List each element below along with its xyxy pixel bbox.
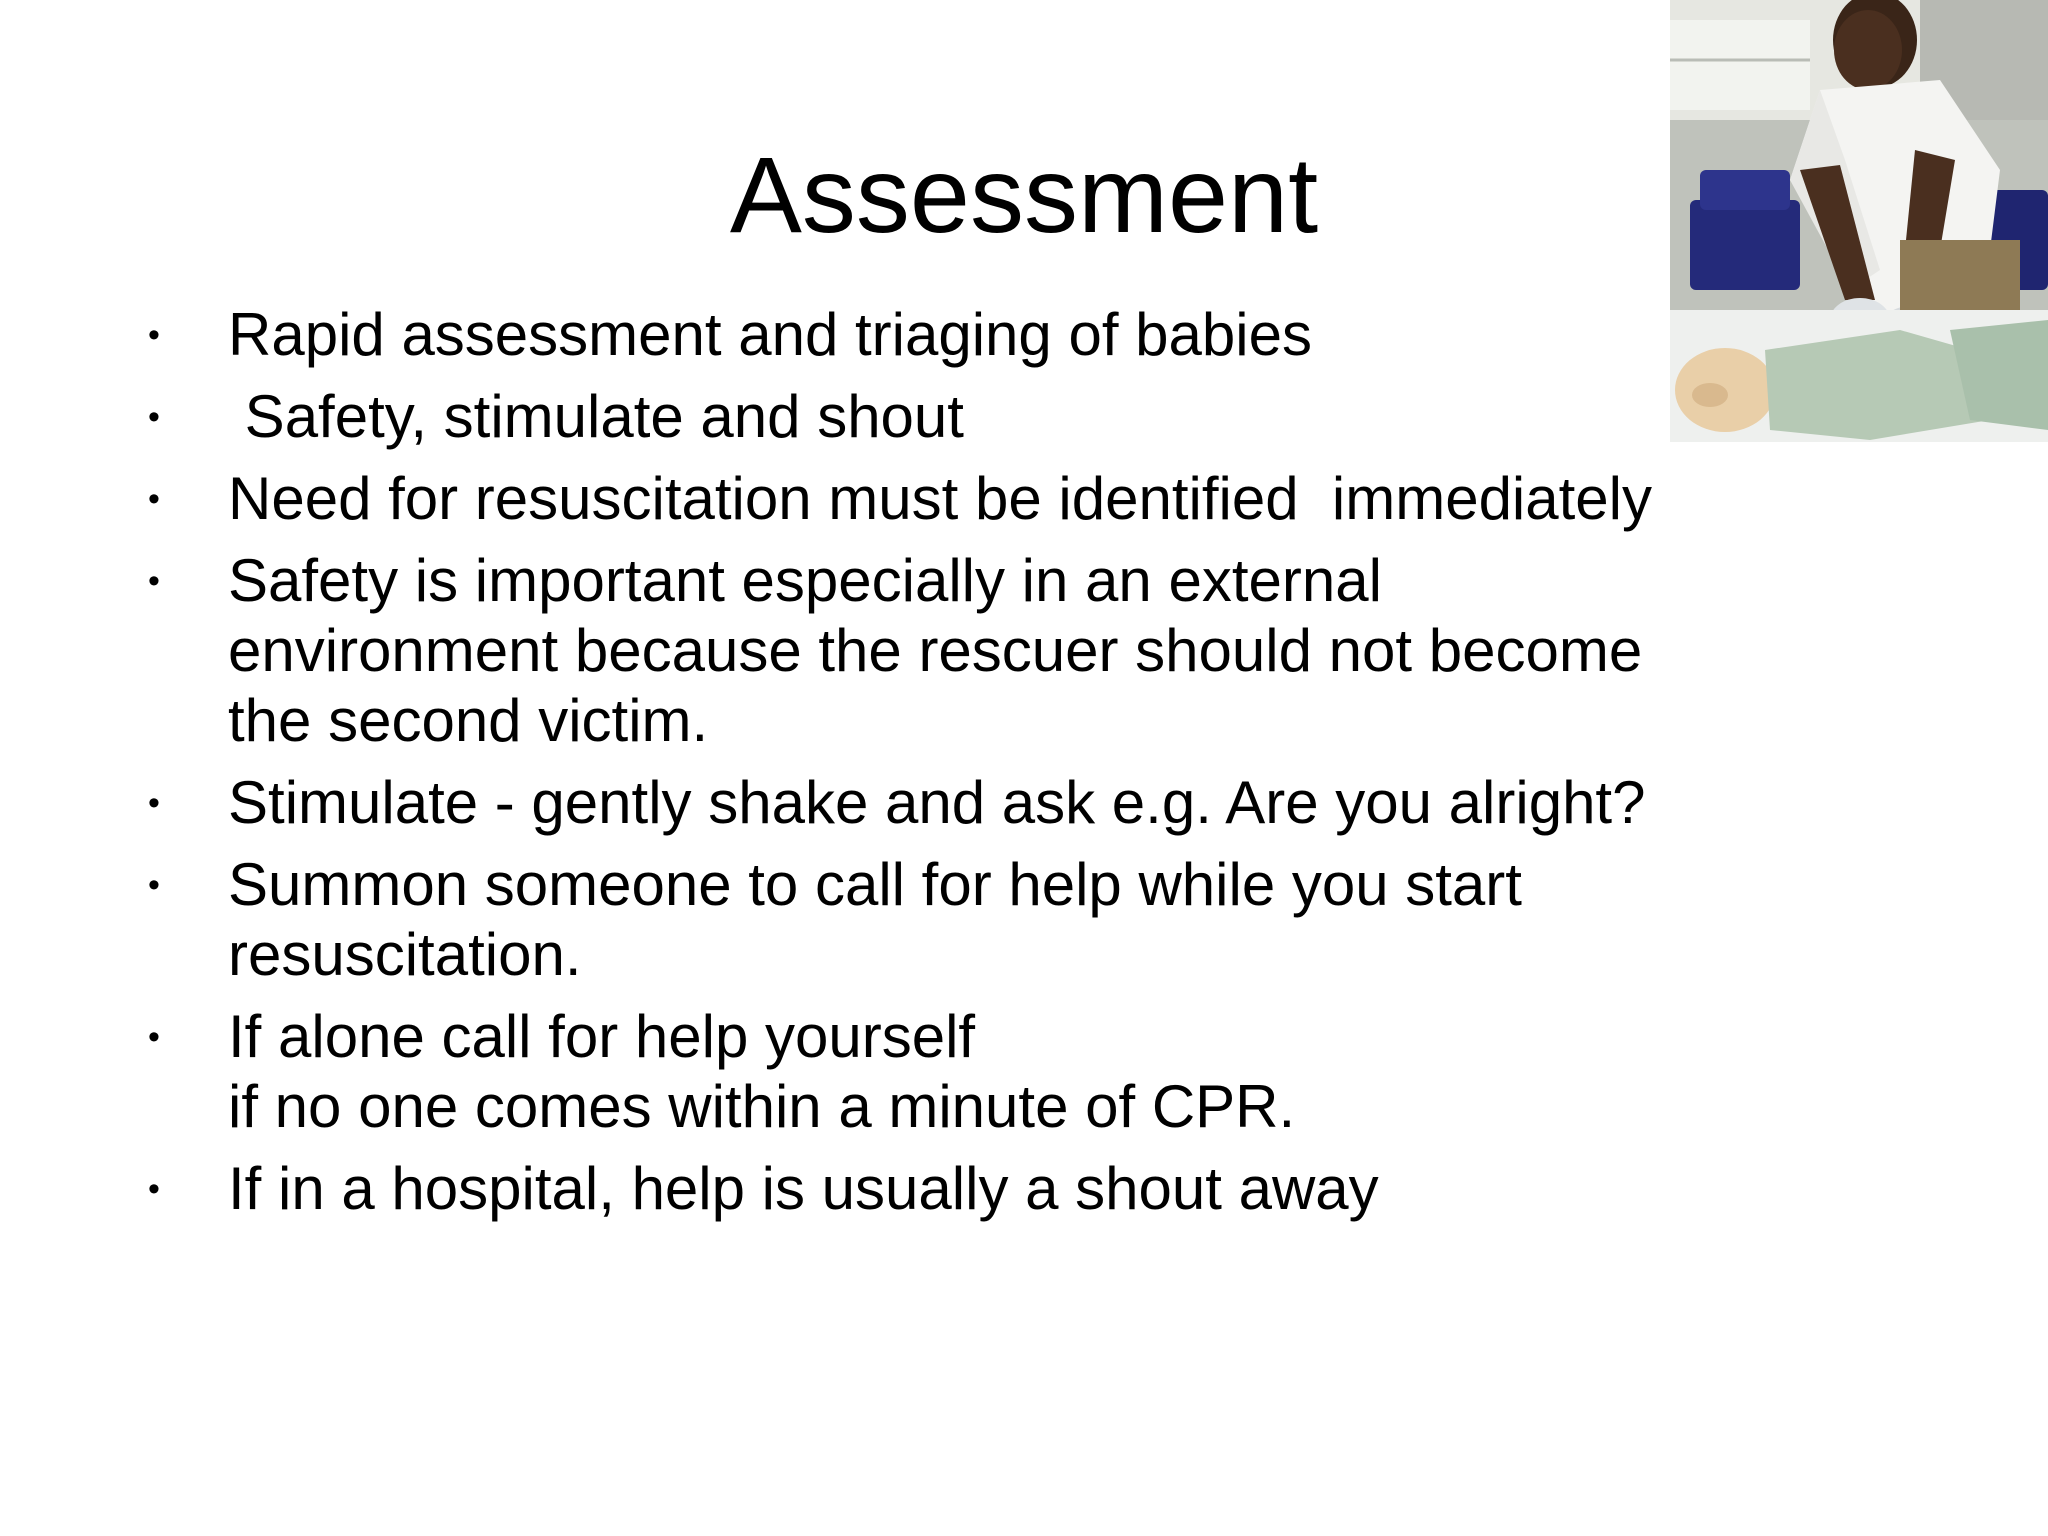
bullet-item xyxy=(140,382,1900,452)
bullet-marker: • xyxy=(148,480,160,518)
bullet-item xyxy=(140,768,1900,838)
bullet-marker: • xyxy=(148,784,160,822)
bullet-text: Summon someone to call for help while you start xyxy=(228,851,1522,918)
bullet-item xyxy=(140,850,1900,990)
bullet-text: If alone call for help yourself xyxy=(228,1003,976,1070)
bullet-text: Need for resuscitation must be identified immediately xyxy=(228,465,1653,532)
bullet-text: Rapid assessment and triaging of babies xyxy=(228,301,1312,368)
bullet-text: if no one comes within a minute of CPR. xyxy=(228,1073,1296,1140)
bullet-text: Stimulate - gently shake and ask e.g. Are you alright? xyxy=(228,769,1646,836)
bullet-marker: • xyxy=(148,398,160,436)
bullet-text: If in a hospital, help is usually a shout away xyxy=(228,1155,1379,1222)
cpr-training-illustration xyxy=(1670,0,2048,442)
bullet-text: environment because the rescuer should not become xyxy=(228,617,1643,684)
bullet-list xyxy=(140,300,1900,1236)
bullet-item xyxy=(140,546,1900,756)
bullet-marker: • xyxy=(148,316,160,354)
bullet-item xyxy=(140,464,1900,534)
bullet-text: Safety is important especially in an external xyxy=(228,547,1382,614)
bullet-text: Safety, stimulate and shout xyxy=(228,383,964,450)
bullet-item xyxy=(140,300,1900,370)
bullet-text: the second victim. xyxy=(228,687,709,754)
bullet-item xyxy=(140,1154,1900,1224)
bullet-item xyxy=(140,1002,1900,1142)
bullet-marker: • xyxy=(148,562,160,600)
bullet-marker: • xyxy=(148,1018,160,1056)
bullet-marker: • xyxy=(148,866,160,904)
slide-title: Assessment xyxy=(729,134,1319,255)
bullet-text: resuscitation. xyxy=(228,921,582,988)
cpr-training-photo xyxy=(1670,0,2048,442)
bullet-marker: • xyxy=(148,1170,160,1208)
